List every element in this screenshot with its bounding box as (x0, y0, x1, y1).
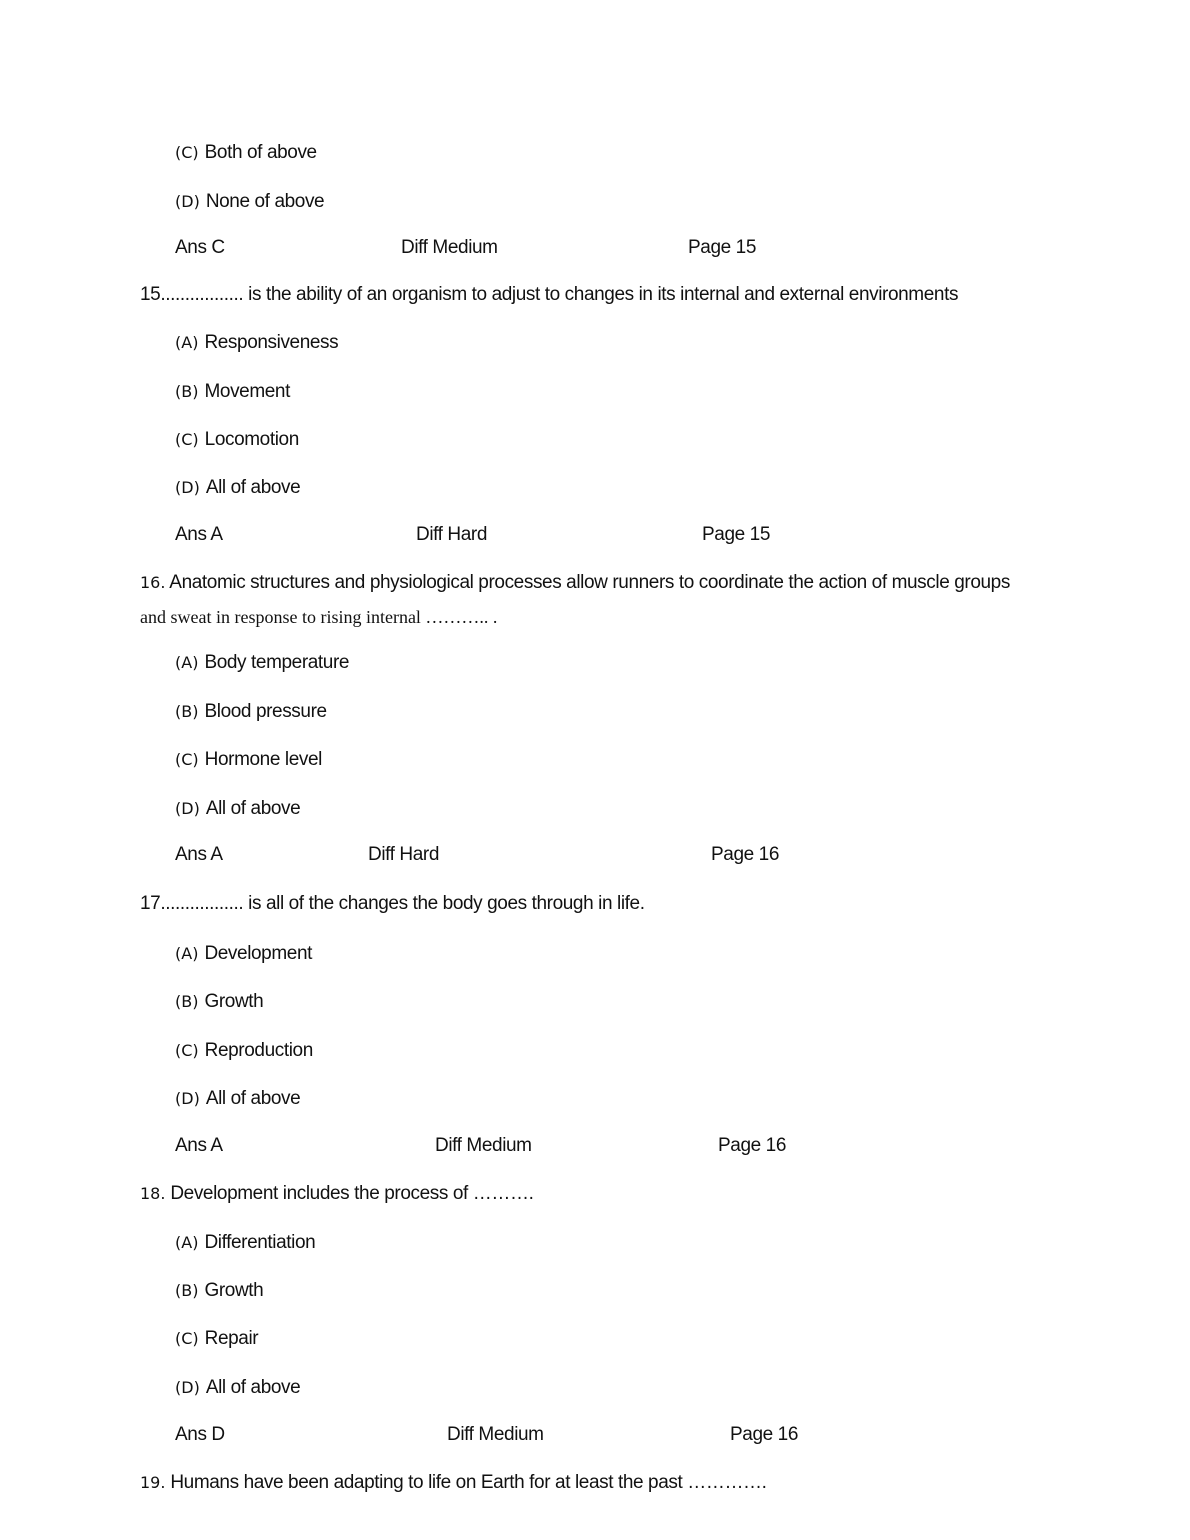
option-letter: (B) (175, 702, 199, 721)
option-letter: (D) (175, 478, 200, 497)
question-number: 18. (140, 1184, 166, 1203)
page-reference: Page 16 (711, 844, 779, 865)
option-c (175, 1327, 258, 1351)
option-b (175, 380, 290, 404)
question-16-continuation: and sweat in response to rising internal ……….. . (140, 607, 498, 627)
option-text: Body temperature (204, 652, 350, 673)
option-d (175, 1087, 300, 1111)
difficulty-label: Diff Medium (401, 237, 498, 258)
option-c (175, 1039, 313, 1063)
option-letter: (C) (175, 143, 199, 162)
answer-label: Ans D (175, 1424, 225, 1445)
answer-row (0, 1134, 1190, 1158)
question-15: 15................. is the ability of an organism to adjust to changes in its internal and external environments (140, 284, 959, 305)
option-text: All of above (205, 1088, 301, 1109)
question-text: Humans have been adapting to life on Earth for at least the past …………. (170, 1472, 767, 1493)
question-number: 19. (140, 1473, 166, 1492)
option-a (175, 942, 312, 966)
option-d (175, 190, 324, 214)
option-text: Blood pressure (204, 701, 327, 722)
option-a (175, 1231, 315, 1255)
option-text: Movement (204, 381, 290, 402)
option-b (175, 700, 327, 724)
difficulty-label: Diff Hard (368, 844, 440, 865)
question-19 (140, 1471, 767, 1495)
answer-row (0, 1423, 1190, 1447)
option-text: Hormone level (204, 749, 322, 770)
option-letter: (A) (175, 653, 199, 672)
question-text: Anatomic structures and physiological processes allow runners to coordinate the action of muscle groups (169, 572, 1010, 593)
answer-row (0, 236, 1190, 260)
difficulty-label: Diff Medium (447, 1424, 544, 1445)
option-text: Growth (204, 1280, 264, 1301)
answer-label: Ans C (175, 237, 225, 258)
option-letter: (D) (175, 1089, 200, 1108)
option-letter: (C) (175, 430, 199, 449)
option-c (175, 141, 317, 165)
answer-row (0, 843, 1190, 867)
option-letter: (B) (175, 1281, 199, 1300)
option-letter: (A) (175, 333, 199, 352)
page-reference: Page 16 (718, 1135, 786, 1156)
option-letter: (A) (175, 1233, 199, 1252)
option-text: Repair (204, 1328, 259, 1349)
option-d (175, 797, 300, 821)
option-letter: (C) (175, 1329, 199, 1348)
question-18 (140, 1182, 533, 1206)
page-reference: Page 15 (702, 524, 770, 545)
option-text: Growth (204, 991, 264, 1012)
option-text: Responsiveness (204, 332, 339, 353)
option-text: All of above (205, 798, 301, 819)
option-text: Reproduction (204, 1040, 313, 1061)
option-d (175, 1376, 300, 1400)
option-text: Differentiation (204, 1232, 316, 1253)
option-text: Both of above (204, 142, 317, 163)
question-text: Development includes the process of ………. (170, 1183, 534, 1204)
option-text: All of above (205, 477, 301, 498)
option-letter: (D) (175, 192, 200, 211)
option-letter: (B) (175, 992, 199, 1011)
option-letter: (B) (175, 382, 199, 401)
option-letter: (C) (175, 750, 199, 769)
option-b (175, 990, 263, 1014)
difficulty-label: Diff Hard (416, 524, 488, 545)
option-c (175, 428, 299, 452)
answer-label: Ans A (175, 1135, 223, 1156)
option-text: None of above (205, 191, 325, 212)
option-d (175, 476, 300, 500)
option-c (175, 748, 322, 772)
option-text: All of above (205, 1377, 301, 1398)
option-letter: (D) (175, 1378, 200, 1397)
question-16 (140, 571, 1010, 595)
option-b (175, 1279, 263, 1303)
option-text: Development (204, 943, 312, 964)
option-a (175, 651, 349, 675)
answer-label: Ans A (175, 524, 223, 545)
option-text: Locomotion (204, 429, 299, 450)
option-letter: (D) (175, 799, 200, 818)
option-a (175, 331, 338, 355)
question-number: 16. (140, 573, 166, 592)
option-letter: (C) (175, 1041, 199, 1060)
option-letter: (A) (175, 944, 199, 963)
page-reference: Page 16 (730, 1424, 798, 1445)
difficulty-label: Diff Medium (435, 1135, 532, 1156)
answer-row (0, 523, 1190, 547)
page-reference: Page 15 (688, 237, 756, 258)
answer-label: Ans A (175, 844, 223, 865)
question-17: 17................. is all of the changes the body goes through in life. (140, 893, 645, 914)
